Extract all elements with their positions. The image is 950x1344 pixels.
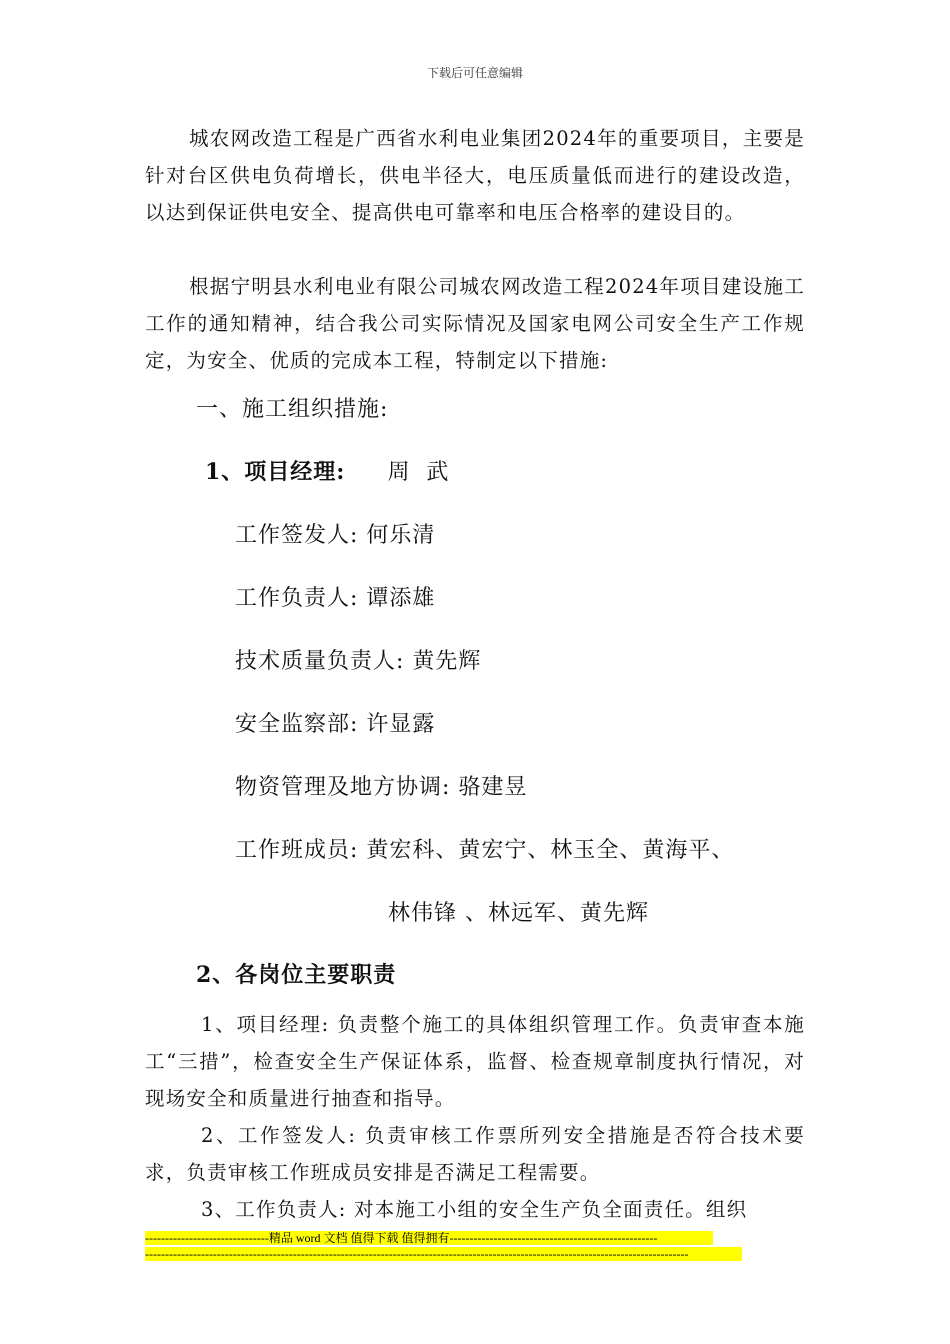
project-manager-label: 1、项目经理: (205, 459, 346, 485)
page-header: 下载后可任意编辑 (426, 66, 523, 80)
footer-banner: -------------------------------精品 word 文档 值得下载 值得拥有---------------------------------------------------- (145, 1231, 713, 1245)
duty-signer: 2、工作签发人: 负责审核工作票所列安全措施是否符合技术要求，负责审核工作班成员安排是否满足工程需要。 (145, 1124, 805, 1184)
intro-paragraph-2: 根据宁明县水利电业有限公司城农网改造工程2024年项目建设施工工作的通知精神，结合我公司实际情况及国家电网公司安全生产工作规定，为安全、优质的完成本工程，特制定以下措施: (145, 275, 805, 372)
intro-paragraph-1: 城农网改造工程是广西省水利电业集团2024年的重要项目，主要是针对台区供电负荷增长，供电半径大，电压质量低而进行的建设改造，以达到保证供电安全、提高供电可靠率和电压合格率的建设目的。 (145, 127, 805, 224)
role-responsible: 工作负责人: 谭添雄 (235, 586, 436, 611)
role-signer: 工作签发人: 何乐清 (235, 523, 436, 548)
role-materials: 物资管理及地方协调: 骆建昱 (235, 775, 528, 800)
project-manager-line (205, 455, 449, 486)
section-2-title: 2、各岗位主要职责 (196, 962, 397, 988)
section-1-title: 一、施工组织措施: (196, 397, 389, 422)
role-safety: 安全监察部: 许显露 (235, 712, 436, 737)
role-team-members: 工作班成员: 黄宏科、黄宏宁、林玉全、黄海平、 (235, 838, 735, 863)
footer-dashes: ---------------------------------------------------------------------------------------------------------------------------------------- (145, 1247, 742, 1261)
duty-responsible: 3、工作负责人: 对本施工小组的安全生产负全面责任。组织 (201, 1198, 748, 1221)
role-tech-quality: 技术质量负责人: 黄先辉 (235, 649, 482, 674)
duty-project-manager: 1、项目经理: 负责整个施工的具体组织管理工作。负责审查本施工“三措”，检查安全生产保证体系，监督、检查规章制度执行情况，对现场安全和质量进行抽查和指导。 (145, 1013, 805, 1110)
role-team-members-cont: 林伟锋 、林远军、黄先辉 (388, 901, 649, 926)
project-manager-name: 周 武 (387, 460, 450, 485)
